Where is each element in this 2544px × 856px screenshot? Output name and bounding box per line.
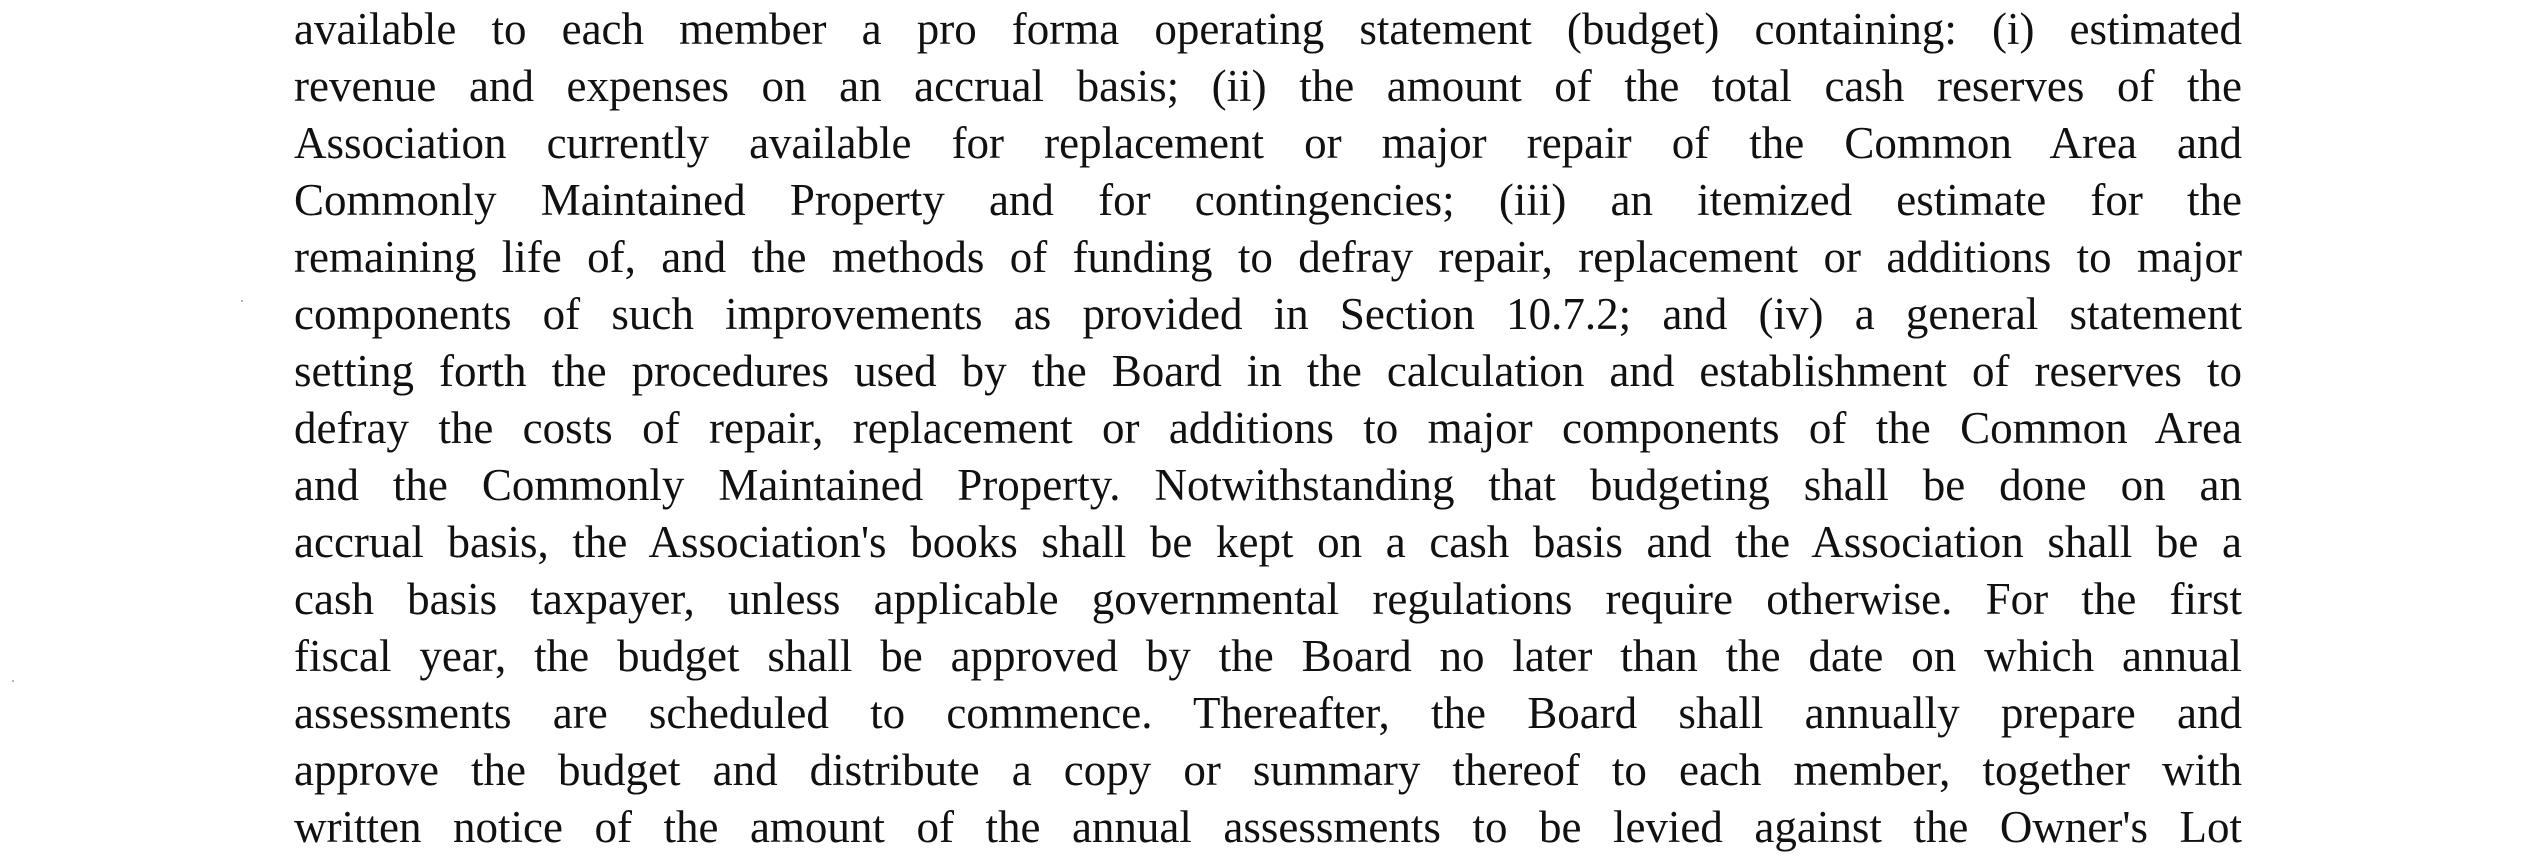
paragraph-line: revenue and expenses on an accrual basis; (ii) the amount of the total cash reserves of the (294, 61, 2242, 111)
paragraph-line: Commonly Maintained Property and for contingencies; (iii) an itemized estimate for the (294, 175, 2242, 225)
paragraph-line: and the Commonly Maintained Property. Notwithstanding that budgeting shall be done on an (294, 460, 2242, 510)
paragraph-line: assessments are scheduled to commence. Thereafter, the Board shall annually prepare and (294, 688, 2242, 738)
paragraph-line-cut-off: written notice of the amount of the annual assessments to be levied against the Owner's Lot (294, 802, 2242, 852)
paragraph-line: defray the costs of repair, replacement or additions to major components of the Common Area (294, 403, 2242, 453)
paragraph-line: cash basis taxpayer, unless applicable governmental regulations require otherwise. For the first (294, 574, 2242, 624)
paragraph-line: accrual basis, the Association's books shall be kept on a cash basis and the Association shall be a (294, 517, 2242, 567)
body-paragraph (294, 1, 2242, 856)
paragraph-line: approve the budget and distribute a copy or summary thereof to each member, together with (294, 745, 2242, 795)
scan-speck (12, 680, 14, 682)
paragraph-line: available to each member a pro forma operating statement (budget) containing: (i) estimated (294, 4, 2242, 54)
paragraph-line: setting forth the procedures used by the Board in the calculation and establishment of reserves to (294, 346, 2242, 396)
paragraph-line: Association currently available for replacement or major repair of the Common Area and (294, 118, 2242, 168)
paragraph-line: remaining life of, and the methods of funding to defray repair, replacement or additions to major (294, 232, 2242, 282)
paragraph-line: components of such improvements as provided in Section 10.7.2; and (iv) a general statement (294, 289, 2242, 339)
scan-speck (241, 300, 243, 302)
paragraph-line: fiscal year, the budget shall be approved by the Board no later than the date on which annual (294, 631, 2242, 681)
